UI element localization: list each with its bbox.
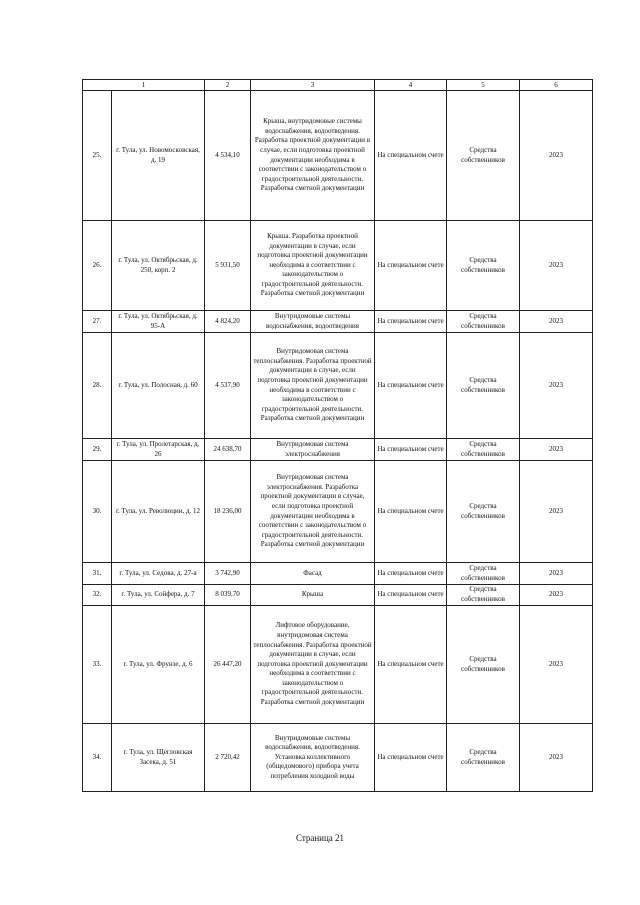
page-number: Страница 21: [295, 833, 345, 843]
column-header-6: 6: [520, 80, 593, 91]
row-address: г. Тула, ул. Фрунзе, д. 6: [112, 606, 205, 724]
row-account: На специальном счете: [375, 333, 447, 439]
table-row: [83, 606, 593, 724]
column-header-4: 4: [375, 80, 447, 91]
row-address: г. Тула, ул. Полосная, д. 60: [112, 333, 205, 439]
row-number: 30.: [83, 461, 112, 563]
row-number: 28.: [83, 333, 112, 439]
row-account: На специальном счете: [375, 563, 447, 585]
row-year: 2023: [520, 724, 593, 792]
row-account: На специальном счете: [375, 221, 447, 311]
table-row: [83, 333, 593, 439]
row-works: Крыша. Разработка проектной документации в случае, если подготовка проектной документации необходима в соответствии с законодательством о градостроительной деятельности. Разработка сметной документации: [251, 221, 375, 311]
row-source: Средства собственников: [447, 439, 520, 461]
row-year: 2023: [520, 333, 593, 439]
row-account: На специальном счете: [375, 585, 447, 606]
row-number: 27.: [83, 311, 112, 333]
row-cost: 5 931,50: [205, 221, 251, 311]
row-number: 31.: [83, 563, 112, 585]
row-address: г. Тула, ул. Щегловская Засека, д. 51: [112, 724, 205, 792]
row-works: Лифтовое оборудование, внутридомовая система теплоснабжения. Разработка проектной документации в случае, если подготовка проектной документации необходима в соответствии с законодательством о градостроительной деятельности. Разработка сметной документации: [251, 606, 375, 724]
row-account: На специальном счете: [375, 724, 447, 792]
table-row: [83, 91, 593, 221]
row-cost: 18 236,00: [205, 461, 251, 563]
column-header-1: 1: [83, 80, 205, 91]
row-address: г. Тула, ул. Октябрьская, д. 95-А: [112, 311, 205, 333]
row-year: 2023: [520, 311, 593, 333]
row-year: 2023: [520, 606, 593, 724]
row-works: Внутридомовая система теплоснабжения. Разработка проектной документации в случае, если подготовка проектной документации необходима в соответствии с законодательством о градостроительной деятельности. Разработка сметной документации: [251, 333, 375, 439]
row-year: 2023: [520, 91, 593, 221]
row-account: На специальном счете: [375, 606, 447, 724]
row-address: г. Тула, ул. Сойфера, д. 7: [112, 585, 205, 606]
row-address: г. Тула, ул. Седова, д. 27-а: [112, 563, 205, 585]
row-year: 2023: [520, 461, 593, 563]
column-header-2: 2: [205, 80, 251, 91]
row-works: Внутридомовая система электроснабжения: [251, 439, 375, 461]
row-cost: 8 039,70: [205, 585, 251, 606]
row-cost: 4 534,10: [205, 91, 251, 221]
table-row: [83, 221, 593, 311]
row-account: На специальном счете: [375, 461, 447, 563]
row-source: Средства собственников: [447, 333, 520, 439]
row-works: Крыша: [251, 585, 375, 606]
row-source: Средства собственников: [447, 585, 520, 606]
row-source: Средства собственников: [447, 91, 520, 221]
row-address: г. Тула, ул. Пролетарская, д. 26: [112, 439, 205, 461]
table-row: [83, 724, 593, 792]
row-address: г. Тула, ул. Революции, д. 12: [112, 461, 205, 563]
row-source: Средства собственников: [447, 311, 520, 333]
row-account: На специальном счете: [375, 439, 447, 461]
row-number: 29.: [83, 439, 112, 461]
row-cost: 4 537,90: [205, 333, 251, 439]
column-number-row: [83, 80, 593, 91]
row-works: Внутридомовые системы водоснабжения, водоотведения. Установка коллективного (общедомового) прибора учета потребления холодной воды: [251, 724, 375, 792]
row-works: Внутридомовая система электроснабжения. Разработка проектной документации в случае, если подготовка проектной документации необходима в соответствии с законодательством о градостроительной деятельности. Разработка сметной документации: [251, 461, 375, 563]
row-number: 25.: [83, 91, 112, 221]
row-works: Внутридомовые системы водоснабжения, водоотведения: [251, 311, 375, 333]
row-source: Средства собственников: [447, 563, 520, 585]
table-row: [83, 461, 593, 563]
row-works: Фасад: [251, 563, 375, 585]
row-cost: 24 638,70: [205, 439, 251, 461]
row-account: На специальном счете: [375, 91, 447, 221]
program-table: [82, 79, 593, 792]
row-cost: 26 447,20: [205, 606, 251, 724]
row-number: 34.: [83, 724, 112, 792]
row-source: Средства собственников: [447, 724, 520, 792]
row-works: Крыша, внутридомовые системы водоснабжения, водоотведения. Разработка проектной документации в случае, если подготовка проектной документации необходима в соответствии с законодательством о градостроительной деятельности. Разработка сметной документации: [251, 91, 375, 221]
row-year: 2023: [520, 563, 593, 585]
row-year: 2023: [520, 439, 593, 461]
row-year: 2023: [520, 585, 593, 606]
row-cost: 2 720,42: [205, 724, 251, 792]
column-header-5: 5: [447, 80, 520, 91]
row-address: г. Тула, ул. Новомосковская, д. 19: [112, 91, 205, 221]
row-cost: 3 742,90: [205, 563, 251, 585]
table-row: [83, 311, 593, 333]
row-number: 33.: [83, 606, 112, 724]
row-cost: 4 824,20: [205, 311, 251, 333]
row-source: Средства собственников: [447, 606, 520, 724]
column-header-3: 3: [251, 80, 375, 91]
row-source: Средства собственников: [447, 461, 520, 563]
table-row: [83, 585, 593, 606]
row-year: 2023: [520, 221, 593, 311]
row-address: г. Тула, ул. Октябрьская, д. 250, корп. 2: [112, 221, 205, 311]
row-source: Средства собственников: [447, 221, 520, 311]
row-account: На специальном счете: [375, 311, 447, 333]
row-number: 26.: [83, 221, 112, 311]
table-row: [83, 439, 593, 461]
row-number: 32.: [83, 585, 112, 606]
table-row: [83, 563, 593, 585]
